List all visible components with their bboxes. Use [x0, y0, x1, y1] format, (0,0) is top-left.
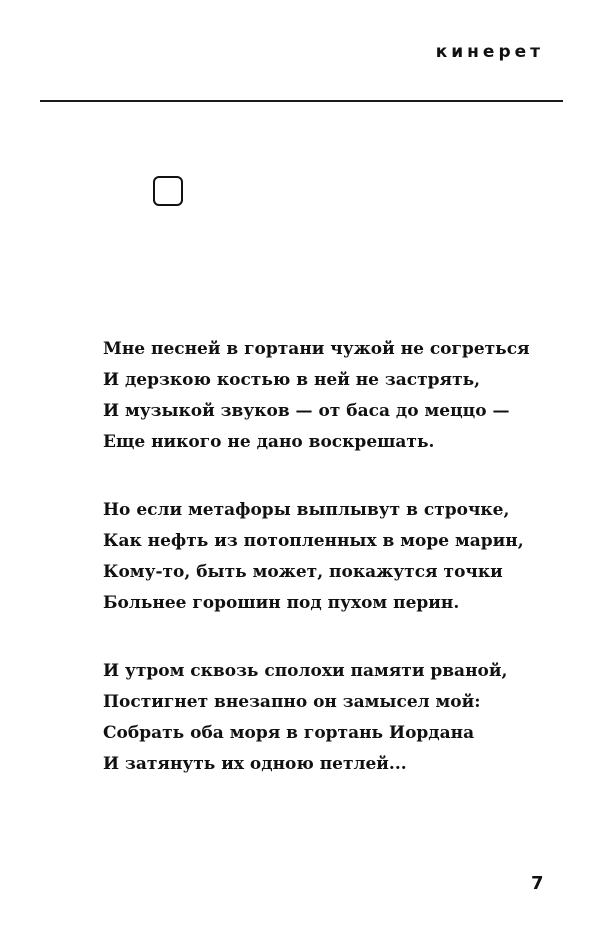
poem-line: Как нефть из потопленных в море марин,: [103, 531, 524, 551]
poem-line: Постигнет внезапно он замысел мой:: [103, 692, 481, 712]
poem-line: Но если метафоры выплывут в строчке,: [103, 500, 510, 520]
stanza-3: [103, 656, 530, 780]
poem-line: Больнее горошин под пухом перин.: [103, 593, 460, 613]
poem-line: Мне песней в гортани чужой не согреться: [103, 339, 530, 359]
page-number: 7: [531, 873, 544, 894]
poem-line: И дерзкою костью в ней не застрять,: [103, 370, 481, 390]
poem-line: И затянуть их одною петлей...: [103, 754, 407, 774]
header-rule-divider: [40, 100, 563, 102]
poem-line: Еще никого не дано воскрешать.: [103, 432, 435, 452]
poem-line: И музыкой звуков — от баса до меццо —: [103, 401, 510, 421]
running-head-title: кинерет: [435, 42, 544, 62]
stanza-2: [103, 495, 530, 619]
poem-line: И утром сквозь сполохи памяти рваной,: [103, 661, 508, 681]
rounded-square-icon: [153, 176, 183, 206]
poem-line: Кому-то, быть может, покажутся точки: [103, 562, 503, 582]
stanza-1: [103, 334, 530, 458]
poem: [103, 334, 530, 780]
poem-line: Собрать оба моря в гортань Иордана: [103, 723, 475, 743]
